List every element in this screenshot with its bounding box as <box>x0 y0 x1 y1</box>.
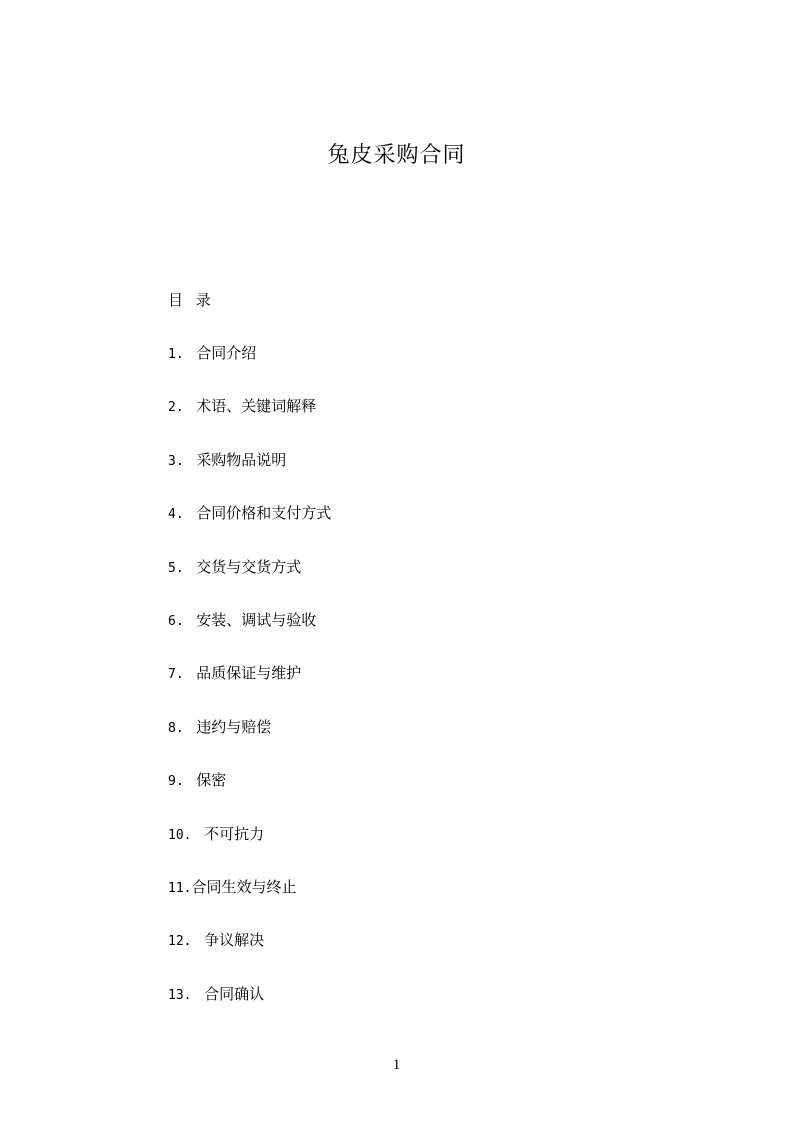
toc-item <box>168 929 331 982</box>
toc-heading: 目 录 <box>168 291 213 309</box>
toc-item <box>168 449 331 502</box>
toc-item-number: 4. <box>168 507 192 523</box>
toc-item-number: 2. <box>168 400 192 416</box>
toc-item-number: 11. <box>168 880 192 896</box>
toc-item-label: 合同生效与终止 <box>191 877 297 896</box>
toc-item-label: 违约与赔偿 <box>191 717 272 736</box>
page-number: 1 <box>392 1057 401 1073</box>
toc-item <box>168 769 331 822</box>
toc-item-number: 7. <box>168 667 192 683</box>
toc-item-number: 5. <box>168 560 192 576</box>
toc-item-label: 合同介绍 <box>191 344 257 362</box>
toc-item <box>168 823 331 876</box>
toc-item-number: 6. <box>168 613 192 629</box>
toc-item-label: 争议解决 <box>199 931 265 950</box>
toc-item-number: 13. <box>168 987 200 1003</box>
toc-item <box>168 395 331 448</box>
toc-item-label: 合同确认 <box>199 984 265 1003</box>
toc-item <box>168 716 331 769</box>
document-title: 兔皮采购合同 <box>327 143 466 168</box>
toc-item <box>168 502 331 555</box>
toc-item-label: 采购物品说明 <box>191 450 287 469</box>
toc-item <box>168 662 331 715</box>
toc-item-label: 不可抗力 <box>199 824 265 843</box>
table-of-contents <box>168 342 331 1036</box>
toc-item-number: 12. <box>168 934 200 950</box>
toc-item-number: 9. <box>168 774 192 790</box>
toc-item <box>168 342 331 395</box>
toc-item-label: 术语、关键词解释 <box>191 397 317 416</box>
toc-item-label: 交货与交货方式 <box>191 557 302 576</box>
toc-item <box>168 983 331 1036</box>
toc-item <box>168 876 331 929</box>
toc-item-number: 1. <box>168 347 192 362</box>
toc-item-number: 10. <box>168 827 200 843</box>
toc-item-number: 3. <box>168 453 192 469</box>
toc-item-label: 合同价格和支付方式 <box>191 504 332 523</box>
toc-item-label: 安装、调试与验收 <box>191 610 317 629</box>
toc-item <box>168 609 331 662</box>
toc-item <box>168 556 331 609</box>
toc-item-number: 8. <box>168 720 192 736</box>
toc-item-label: 品质保证与维护 <box>191 664 302 683</box>
toc-item-label: 保密 <box>191 771 227 790</box>
